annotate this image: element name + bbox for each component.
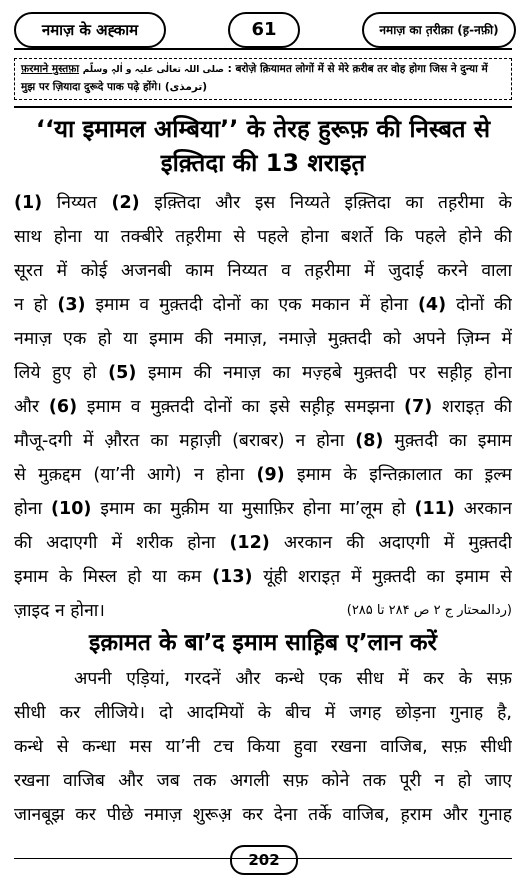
paragraph-line: कन्धे से कन्धा मस या’नी टच किया हुवा रखना वाजिब, सफ़ सीधी [14,737,512,757]
farmane-divider [14,106,512,108]
paragraph-line: नमाज़ एक हो या इमाम की नमाज़, नमाज़े मुक़्तदी को अपने ज़िम्न में [14,329,512,349]
paragraph-line: ज़ाइद न होना। [14,601,105,621]
section-heading-iqamat: इक़ामत के बा’द इमाम साह़िब ए’लान करें [89,630,437,656]
paragraph-line: रखना वाजिब और जब तक अगली सफ़ कोने तक पूरी न हो जाए [14,771,512,791]
paragraph-line: इमाम के मिस्ल हो या कम (13) यूंही शराइत़ में मुक़्तदी का इमाम से [14,567,512,587]
farmane-source: (ترمذی) [164,81,208,93]
citation: (ردالمحتار ج ۲ ص ۲۸۴ تا ۲۸۵) [346,603,512,618]
paragraph-line: जानबूझ कर पीछे नमाज़ शुरूअ़ कर देना तर्के वाजिब, ह़राम और गुनाह [14,805,512,825]
paragraph-line: मौजू-दगी में औ़रत का मह़ाज़ी (बराबर) न होना (8) मुक़्तदी का इमाम [14,431,512,451]
section-heading-line-2: इक़्तिदा की 13 शराइत़ [160,149,366,177]
book-title-badge: नमाज़ के अह्काम [14,12,166,48]
paragraph-line: (1) निय्यत (2) इक़्तिदा और इस निय्यते इक़्तिदा का तह़रीमा के [14,193,512,213]
chapter-title-badge: नमाज़ का त़रीक़ा (ह़-नफ़ी) [362,12,516,48]
paragraph-line: सीधी कर लीजिये। दो आदमियों के बीच में जगह छोड़ना गुनाह है, [14,703,512,723]
paragraph-line: से मुक़द्दम (या’नी आगे) न होना (9) इमाम के इन्तिक़ालात का इ़ल्म [14,465,512,485]
page-header [0,0,525,52]
chapter-page-number: 61 [228,12,300,48]
farmane-label: फ़रमाने मुस्तफ़ा [21,63,80,75]
iqamat-paragraph [14,662,512,832]
farmane-arabic: صلی اللہ تعالٰی علیہ و اٰلہٖ وسلّم [82,65,224,75]
paragraph-line: अपनी एड़ियां, गरदनें और कन्धे एक सीध में कर के सफ़ [74,669,512,689]
paragraph-line: लिये हुए हो (5) इमाम की नमाज़ का मज़्हबे मुक़्तदी पर सह़ीह़ होना [14,363,512,383]
farmane-text-1: : बरोज़े क़ियामत लोगों में से मेरे क़रीब तर वोह होगा जिस ने दुन्या में [227,63,488,75]
farmane-mustafa-box [14,58,512,100]
paragraph-line: साथ होना या तक्बीरे तह़रीमा से पहले होना बशर्ते कि पहले होने की [14,227,512,247]
section-heading-line-1: ‘‘या इमामल अम्बिया’’ के तेरह हुरूफ़ की निस्बत से [35,115,491,143]
conditions-paragraph [14,186,512,628]
paragraph-line: होना (10) इमाम का मुक़ीम या मुसाफ़िर होना मा’लूम हो (11) अरकान [14,499,512,519]
paragraph-line: न हो (3) इमाम व मुक़्तदी दोनों का एक मकान में होना (4) दोनों की [14,295,512,315]
paragraph-line: और (6) इमाम व मुक़्तदी दोनों का इसे सह़ीह़ समझना (7) शराइत़ की [14,397,512,417]
paragraph-last-line [14,594,512,628]
farmane-text-2: मुझ पर ज़ियादा दुरूदे पाक पढ़े होंगे। [21,81,162,93]
paragraph-line: की अदाएगी में शरीक होना (12) अरकान की अदाएगी में मुक़्तदी [14,533,512,553]
paragraph-line: सूरत में कोई अजनबी काम निय्यत व तह़रीमा में जुदाई करने वाला [14,261,512,281]
page-number: 202 [230,845,298,875]
header-divider [14,48,512,50]
